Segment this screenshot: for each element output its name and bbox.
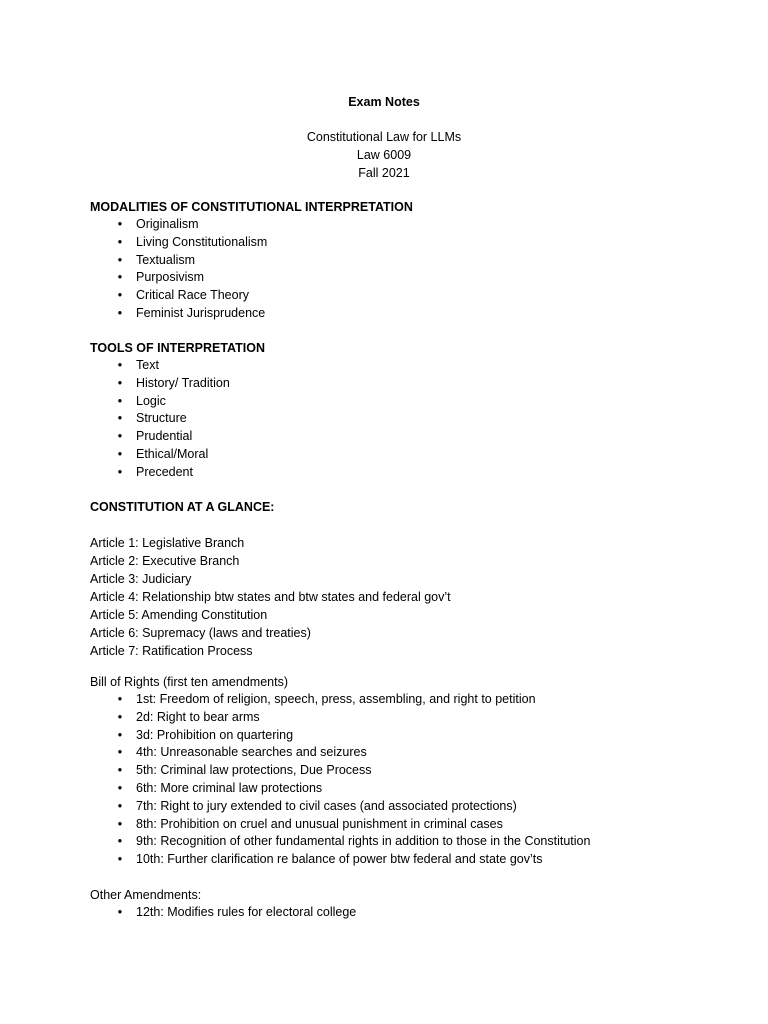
- modalities-heading: MODALITIES OF CONSTITUTIONAL INTERPRETATION: [90, 200, 413, 214]
- list-item: • 2d: Right to bear arms: [90, 709, 730, 727]
- article-line: Article 3: Judiciary: [90, 572, 192, 586]
- bullet-icon: •: [117, 763, 123, 778]
- bullet-icon: •: [117, 393, 123, 408]
- bullet-icon: •: [117, 464, 123, 479]
- list-item: • 8th: Prohibition on cruel and unusual punishment in criminal cases: [90, 816, 730, 834]
- bill-of-rights-heading: Bill of Rights (first ten amendments): [90, 675, 288, 689]
- list-item: • Ethical/Moral: [90, 446, 730, 464]
- bullet-icon: •: [117, 692, 123, 706]
- bill-of-rights-section: [90, 673, 730, 869]
- bullet-icon: •: [117, 905, 123, 919]
- article-line: Article 5: Amending Constitution: [90, 608, 268, 622]
- list-item: • Logic: [90, 393, 730, 411]
- tools-section: [90, 339, 730, 482]
- article-line: Article 2: Executive Branch: [90, 554, 240, 568]
- list-item: • Text: [90, 357, 730, 375]
- bullet-icon: •: [117, 834, 123, 849]
- list-item: • Feminist Jurisprudence: [90, 305, 730, 323]
- list-item: • 3d: Prohibition on quartering: [90, 727, 730, 745]
- bullet-icon: •: [117, 270, 123, 285]
- bullet-icon: •: [117, 252, 123, 267]
- list-item: • Structure: [90, 410, 730, 428]
- course-info: [0, 128, 768, 182]
- bullet-icon: •: [117, 217, 123, 231]
- article-line: Article 4: Relationship btw states and btw states and federal gov’t: [90, 590, 451, 604]
- article-line: Article 7: Ratification Process: [90, 644, 253, 658]
- glance-heading: CONSTITUTION AT A GLANCE:: [90, 500, 275, 514]
- bullet-icon: •: [117, 411, 123, 426]
- course-name: Constitutional Law for LLMs: [306, 130, 462, 144]
- list-item: • 10th: Further clarification re balance of power btw federal and state gov’ts: [90, 851, 730, 869]
- article-line: Article 1: Legislative Branch: [90, 536, 245, 550]
- list-item: • History/ Tradition: [90, 375, 730, 393]
- bill-of-rights-list: [90, 691, 730, 869]
- bullet-icon: •: [117, 375, 123, 390]
- list-item: • Purposivism: [90, 269, 730, 287]
- course-number: Law 6009: [356, 148, 412, 162]
- modalities-section: [90, 198, 730, 323]
- list-item: • 12th: Modifies rules for electoral college: [90, 904, 730, 922]
- articles-section: [90, 534, 730, 660]
- list-item: • Textualism: [90, 252, 730, 270]
- other-amendments-heading: Other Amendments:: [90, 888, 202, 902]
- other-amendments-list: [90, 904, 730, 922]
- other-amendments-section: [90, 886, 730, 922]
- list-item: • 1st: Freedom of religion, speech, press, assembling, and right to petition: [90, 691, 730, 709]
- bullet-icon: •: [117, 727, 123, 742]
- course-term: Fall 2021: [358, 166, 410, 180]
- bullet-icon: •: [117, 234, 123, 249]
- list-item: • Originalism: [90, 216, 730, 234]
- bullet-icon: •: [117, 745, 123, 760]
- list-item: • Prudential: [90, 428, 730, 446]
- article-line: Article 6: Supremacy (laws and treaties): [90, 626, 311, 640]
- bullet-icon: •: [117, 429, 123, 444]
- bullet-icon: •: [117, 446, 123, 461]
- list-item: • 6th: More criminal law protections: [90, 780, 730, 798]
- list-item: • 7th: Right to jury extended to civil cases (and associated protections): [90, 798, 730, 816]
- bullet-icon: •: [117, 816, 123, 831]
- document-title: Exam Notes: [348, 95, 420, 109]
- list-item: • 5th: Criminal law protections, Due Process: [90, 762, 730, 780]
- bullet-icon: •: [117, 780, 123, 795]
- bullet-icon: •: [117, 358, 123, 372]
- bullet-icon: •: [117, 852, 123, 867]
- bullet-icon: •: [117, 305, 123, 320]
- list-item: • 9th: Recognition of other fundamental rights in addition to those in the Constitution: [90, 833, 730, 851]
- modalities-list: [90, 216, 730, 323]
- list-item: • 4th: Unreasonable searches and seizures: [90, 744, 730, 762]
- bullet-icon: •: [117, 709, 123, 724]
- tools-list: [90, 357, 730, 482]
- list-item: • Critical Race Theory: [90, 287, 730, 305]
- glance-section: [90, 498, 730, 516]
- list-item: • Living Constitutionalism: [90, 234, 730, 252]
- list-item: • Precedent: [90, 464, 730, 482]
- tools-heading: TOOLS OF INTERPRETATION: [90, 341, 265, 355]
- bullet-icon: •: [117, 798, 123, 813]
- bullet-icon: •: [117, 288, 123, 303]
